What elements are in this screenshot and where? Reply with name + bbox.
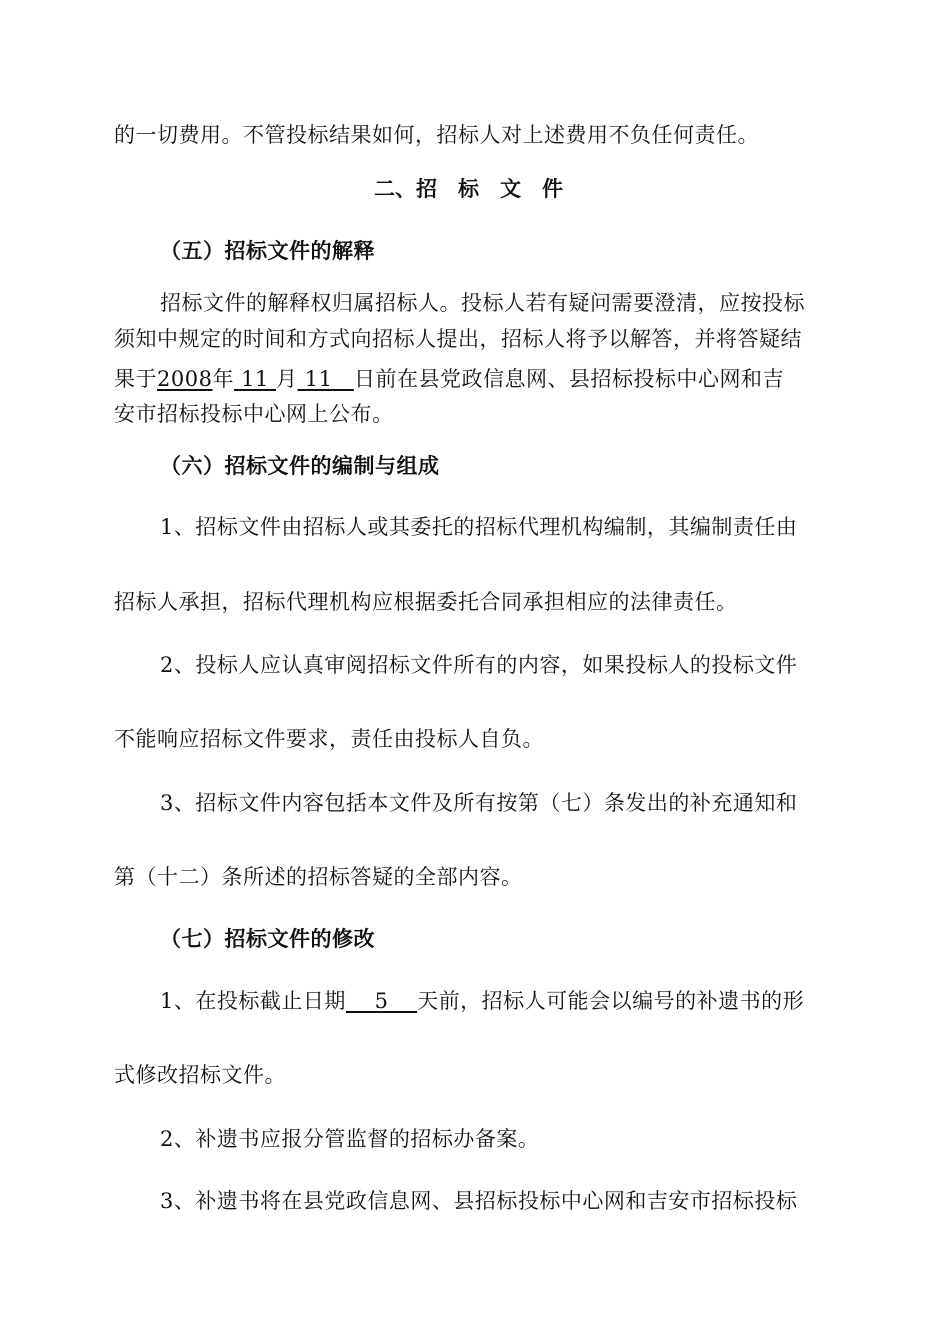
subsection-heading: （七）招标文件的修改 — [160, 927, 375, 951]
year-field: 2008 — [157, 367, 213, 391]
paragraph-line — [160, 986, 804, 1016]
text-span: 日前在县党政信息网、县招标投标中心网和吉 — [353, 367, 784, 391]
paragraph-line: 3、补遗书将在县党政信息网、县招标投标中心网和吉安市招标投标 — [160, 1189, 798, 1213]
paragraph-line: 2、投标人应认真审阅招标文件所有的内容，如果投标人的投标文件 — [160, 653, 798, 677]
text-span: 年 — [212, 367, 234, 391]
paragraph-line: 招标人承担，招标代理机构应根据委托合同承担相应的法律责任。 — [114, 590, 738, 614]
paragraph-line: 2、补遗书应报分管监督的招标办备案。 — [160, 1127, 540, 1151]
days-field: 5 — [345, 989, 418, 1013]
month-field: 11 — [233, 367, 277, 391]
paragraph-line: 3、招标文件内容包括本文件及所有按第（七）条发出的补充通知和 — [160, 791, 798, 815]
subsection-heading: （五）招标文件的解释 — [160, 239, 375, 263]
paragraph-line — [114, 364, 784, 394]
paragraph-line: 不能响应招标文件要求，责任由投标人自负。 — [114, 727, 544, 751]
day-field: 11 — [297, 367, 354, 391]
paragraph-line: 须知中规定的时间和方式向招标人提出，招标人将予以解答，并将答疑结 — [114, 327, 802, 351]
paragraph-line: 招标文件的解释权归属招标人。投标人若有疑问需要澄清，应按投标 — [160, 291, 805, 315]
paragraph-line: 第（十二）条所述的招标答疑的全部内容。 — [114, 865, 523, 889]
text-span: 月 — [276, 367, 298, 391]
text-span: 1、在投标截止日期 — [160, 989, 346, 1013]
paragraph-line: 1、招标文件由招标人或其委托的招标代理机构编制，其编制责任由 — [160, 515, 798, 539]
text-span: 果于 — [114, 367, 157, 391]
paragraph-line: 式修改招标文件。 — [114, 1063, 286, 1087]
subsection-heading: （六）招标文件的编制与组成 — [160, 454, 440, 478]
text-span: 天前，招标人可能会以编号的补遗书的形 — [417, 989, 805, 1013]
section-title: 二、招 标 文 件 — [374, 177, 563, 201]
paragraph-line: 安市招标投标中心网上公布。 — [114, 402, 394, 426]
paragraph-line: 的一切费用。不管投标结果如何，招标人对上述费用不负任何责任。 — [114, 123, 759, 147]
